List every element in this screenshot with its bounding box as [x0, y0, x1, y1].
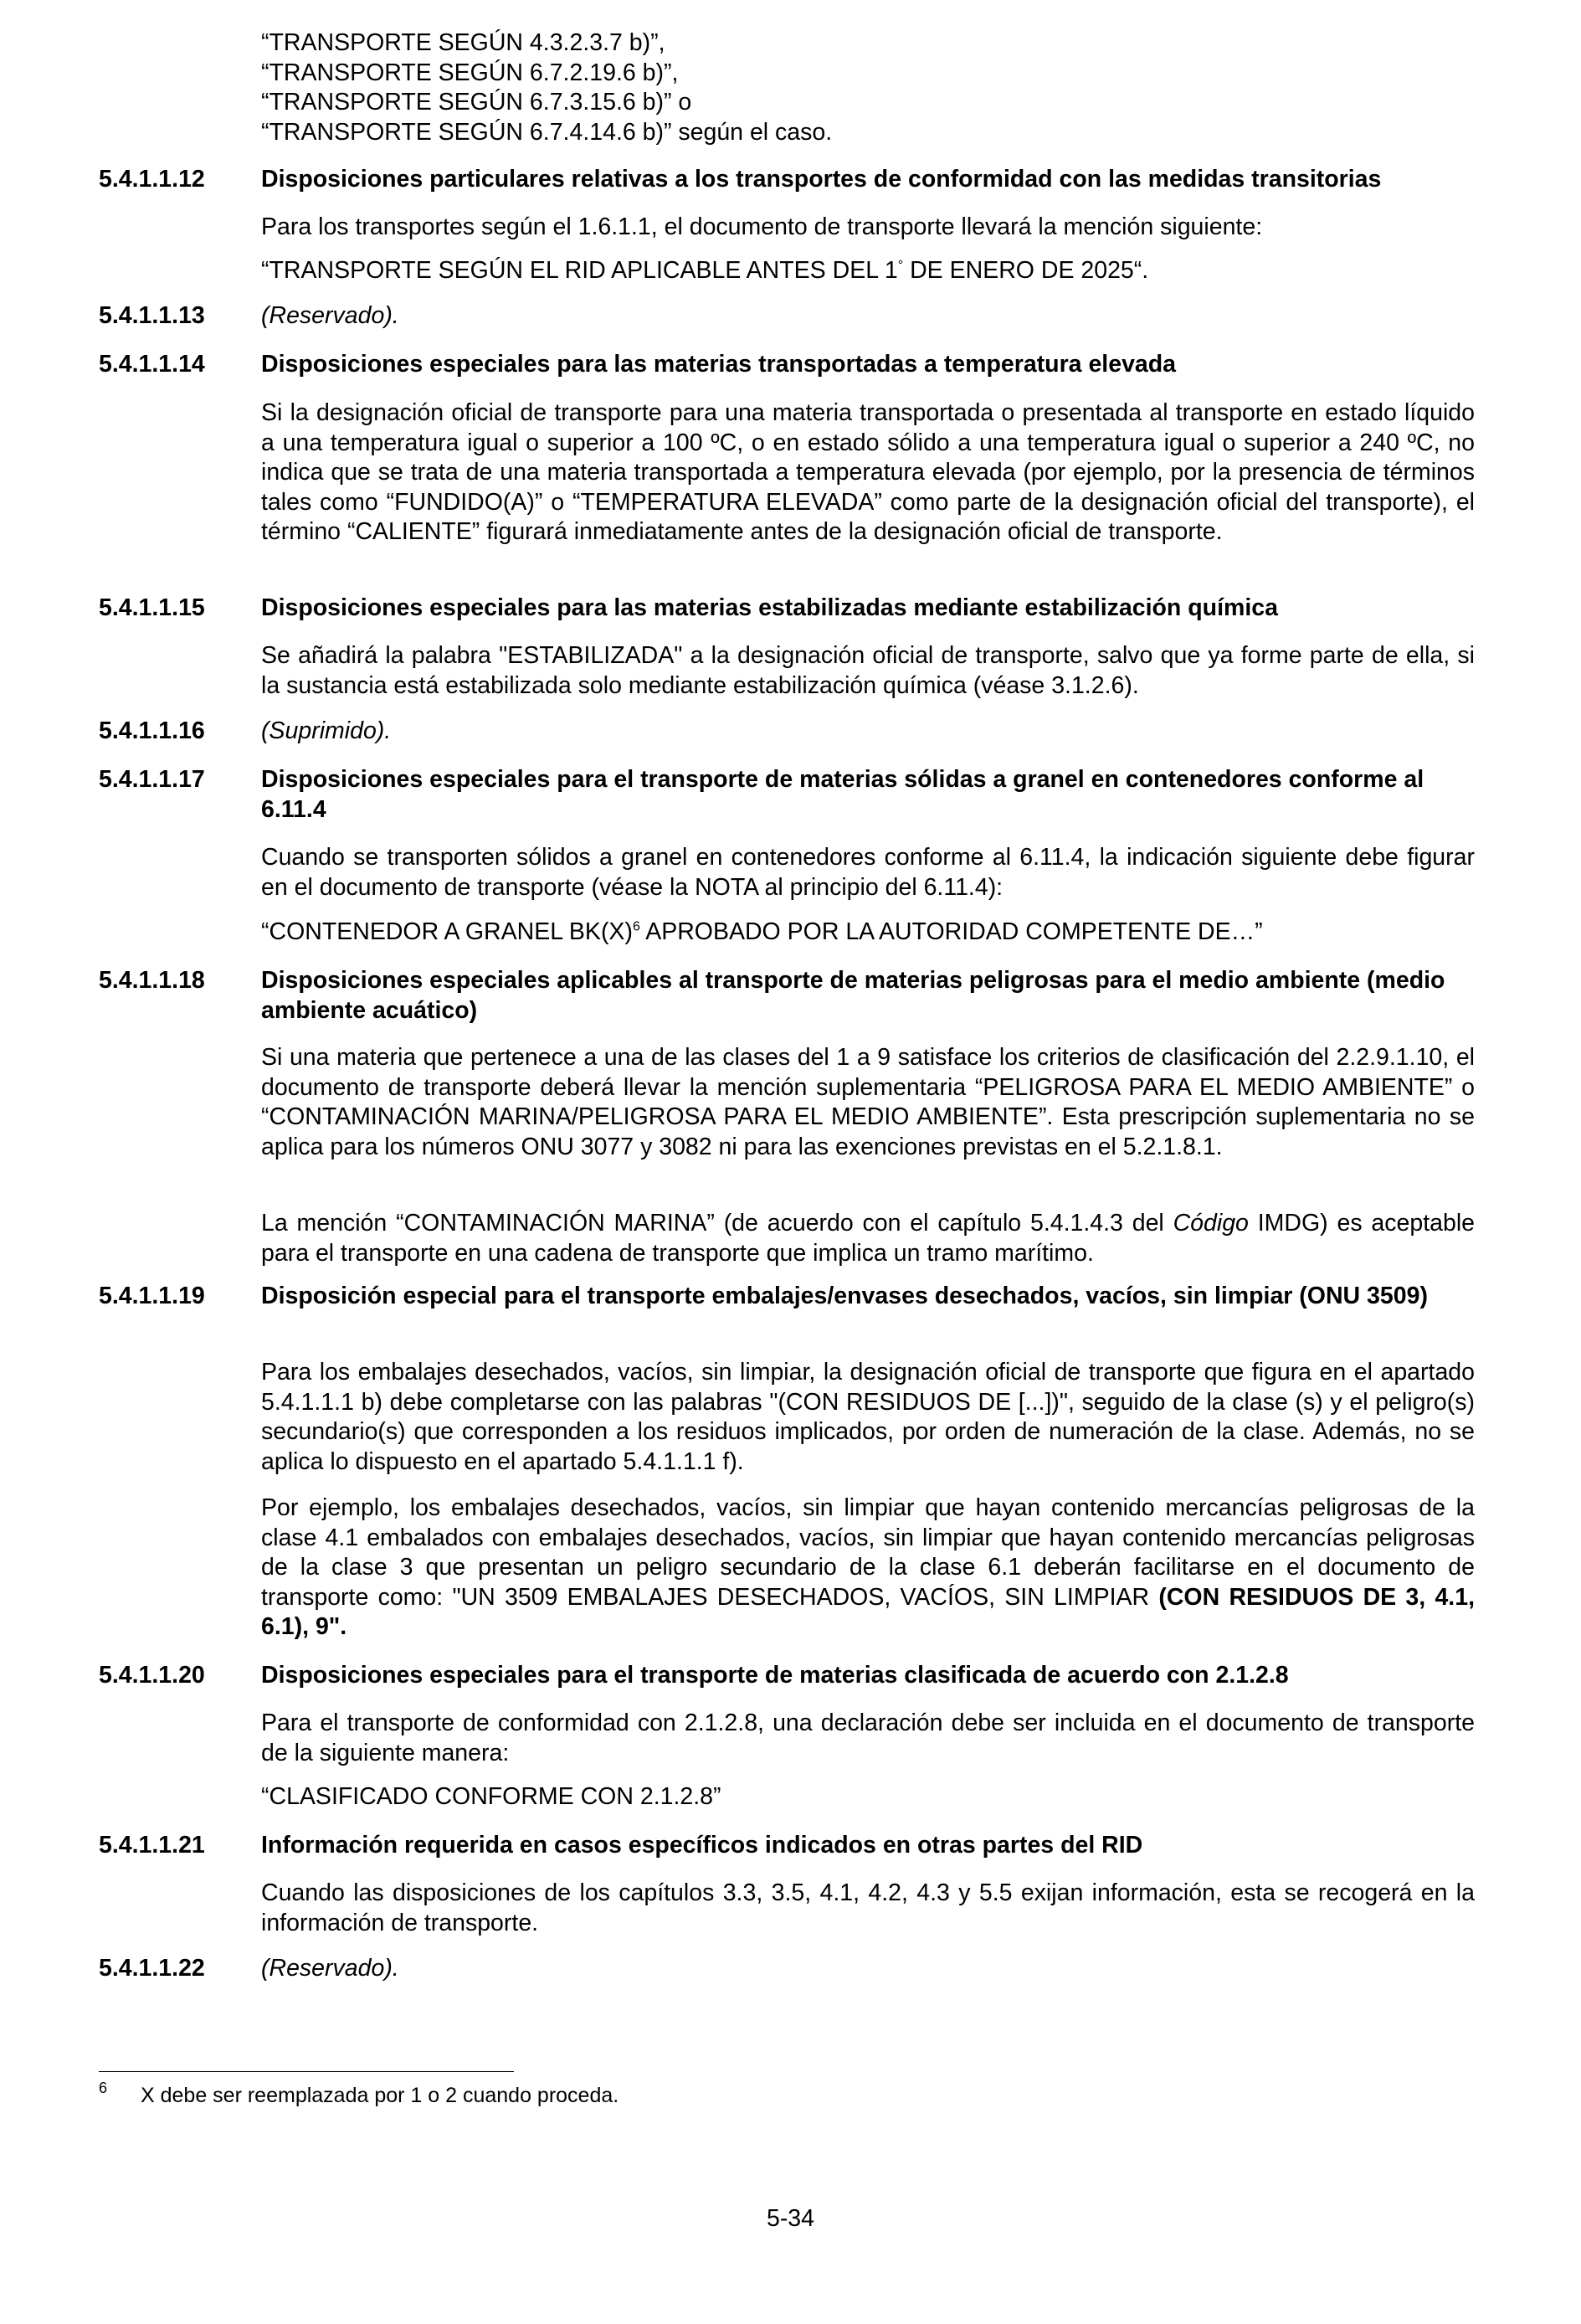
intro-line: “TRANSPORTE SEGÚN 6.7.2.19.6 b)”,: [261, 59, 679, 86]
paragraph: Cuando se transporten sólidos a granel en contenedores conforme al 6.11.4, la indicación siguiente debe figurar en el documento de transporte (véase la NOTA al principio del 6.11.4):: [261, 844, 1475, 901]
text-span: “TRANSPORTE SEGÚN EL RID APLICABLE ANTES DEL 1: [261, 257, 898, 284]
quoted-text: “CLASIFICADO CONFORME CON 2.1.2.8”: [261, 1783, 721, 1810]
section-title: (Suprimido).: [261, 717, 392, 744]
paragraph: Si la designación oficial de transporte para una materia transportada o presentada al transporte en estado líquido a una temperatura igual o superior a 100 ºC, o en estado sólido a una temperatura igual o superior a 240 ºC, no indica que se trata de una materia transportada a temperatura elevada (por ejemplo, por la presencia de términos tales como “FUNDIDO(A)” o “TEMPERATURA ELEVADA” como parte de la designación oficial del transporte), el término “CALIENTE” figurará inmediatamente antes de la designación oficial de transporte.: [261, 399, 1475, 546]
quoted-text: [261, 256, 1475, 286]
section-number: 5.4.1.1.18: [99, 967, 205, 994]
paragraph: Para los transportes según el 1.6.1.1, el documento de transporte llevará la mención siguiente:: [261, 213, 1263, 240]
paragraph: Para el transporte de conformidad con 2.1.2.8, una declaración debe ser incluida en el documento de transporte de la siguiente manera:: [261, 1710, 1475, 1766]
footnote-number: 6: [99, 2080, 108, 2096]
text-span: APROBADO POR LA AUTORIDAD COMPETENTE DE…”: [639, 918, 1263, 945]
section-title: (Reservado).: [261, 302, 399, 329]
section-title: Información requerida en casos específicos indicados en otras partes del RID: [261, 1832, 1143, 1859]
bold-text: (CON RESIDUOS DE 3, 4.1, 6.1), 9".: [261, 1583, 1475, 1641]
paragraph: Para los embalajes desechados, vacíos, sin limpiar, la designación oficial de transporte que figura en el apartado 5.4.1.1.1 b) debe completarse con las palabras "(CON RESIDUOS DE [...])", seguido de la clase (s) y el peligro(s) secundario(s) que corresponden a los residuos implicados, por orden de numeración de la clase. Además, no se aplica lo dispuesto en el apartado 5.4.1.1.1 f).: [261, 1359, 1475, 1475]
paragraph: Cuando las disposiciones de los capítulos 3.3, 3.5, 4.1, 4.2, 4.3 y 5.5 exijan información, esta se recogerá en la información de transporte.: [261, 1879, 1475, 1936]
footnote-text: X debe ser reemplazada por 1 o 2 cuando proceda.: [141, 2084, 619, 2107]
intro-line: “TRANSPORTE SEGÚN 6.7.4.14.6 b)” según el caso.: [261, 118, 833, 146]
intro-line: “TRANSPORTE SEGÚN 6.7.3.15.6 b)” o: [261, 89, 692, 116]
paragraph: [261, 1209, 1475, 1268]
section-title: Disposición especial para el transporte embalajes/envases desechados, vacíos, sin limpiar (ONU 3509): [261, 1283, 1428, 1309]
section-title: Disposiciones especiales aplicables al transporte de materias peligrosas para el medio ambiente (medio ambiente acuático): [261, 967, 1445, 1024]
section-title: Disposiciones especiales para el transporte de materias clasificada de acuerdo con 2.1.2.8: [261, 1662, 1289, 1689]
section-number: 5.4.1.1.17: [99, 766, 205, 793]
italic-text: Código: [1173, 1210, 1249, 1237]
section-number: 5.4.1.1.21: [99, 1832, 205, 1859]
section-number: 5.4.1.1.13: [99, 302, 205, 329]
footnote-reference: 6: [632, 919, 640, 934]
text-span: La mención “CONTAMINACIÓN MARINA” (de acuerdo con el capítulo 5.4.1.4.3 del: [261, 1210, 1173, 1237]
section-number: 5.4.1.1.12: [99, 166, 205, 193]
section-title: (Reservado).: [261, 1955, 399, 1982]
paragraph: Se añadirá la palabra "ESTABILIZADA" a la designación oficial de transporte, salvo que ya forme parte de ella, si la sustancia está estabilizada solo mediante estabilización química (véase 3.1.2.6).: [261, 642, 1475, 699]
section-title: Disposiciones especiales para el transporte de materias sólidas a granel en contenedores conforme al 6.11.4: [261, 766, 1424, 823]
paragraph: Si una materia que pertenece a una de las clases del 1 a 9 satisface los criterios de clasificación del 2.2.9.1.10, el documento de transporte deberá llevar la mención suplementaria “PELIGROSA PARA EL MEDIO AMBIENTE” o “CONTAMINACIÓN MARINA/PELIGROSA PARA EL MEDIO AMBIENTE”. Esta prescripción suplementaria no se aplica para los números ONU 3077 y 3082 ni para las exenciones previstas en el 5.2.1.8.1.: [261, 1044, 1475, 1160]
intro-line: “TRANSPORTE SEGÚN 4.3.2.3.7 b)”,: [261, 29, 665, 56]
quoted-text: [261, 918, 1475, 948]
section-title: Disposiciones especiales para las materias estabilizadas mediante estabilización química: [261, 594, 1278, 621]
section-number: 5.4.1.1.20: [99, 1662, 205, 1689]
section-title: Disposiciones especiales para las materias transportadas a temperatura elevada: [261, 351, 1177, 378]
page-number: 5-34: [766, 2205, 815, 2232]
superscript: °: [897, 258, 904, 273]
section-number: 5.4.1.1.19: [99, 1283, 205, 1309]
text-span: “CONTENEDOR A GRANEL BK(X): [261, 918, 633, 945]
paragraph: [261, 1494, 1475, 1643]
intro-block: [261, 28, 1475, 147]
section-number: 5.4.1.1.22: [99, 1955, 205, 1982]
section-number: 5.4.1.1.16: [99, 717, 205, 744]
footnote-separator: [99, 2071, 514, 2072]
text-span: DE ENERO DE 2025“.: [903, 257, 1149, 284]
text-span: Por ejemplo, los embalajes desechados, vacíos, sin limpiar que hayan contenido mercancías peligrosas de la clase 4.1 embalados con embalajes desechados, vacíos, sin limpiar que hayan contenido mercancías peligrosas de la clase 3 que presentan un peligro secundario de la clase 6.1 deberán facilitarse en el documento de transporte como: "UN 3509 EMBALAJES DESECHADOS, VACÍOS, SIN LIMPIAR: [261, 1494, 1475, 1611]
section-number: 5.4.1.1.15: [99, 594, 205, 621]
section-title: Disposiciones particulares relativas a los transportes de conformidad con las medidas transitorias: [261, 166, 1382, 193]
section-number: 5.4.1.1.14: [99, 351, 205, 378]
text-span: IMDG) es aceptable para el transporte en una cadena de transporte que implica un tramo marítimo.: [261, 1210, 1476, 1267]
